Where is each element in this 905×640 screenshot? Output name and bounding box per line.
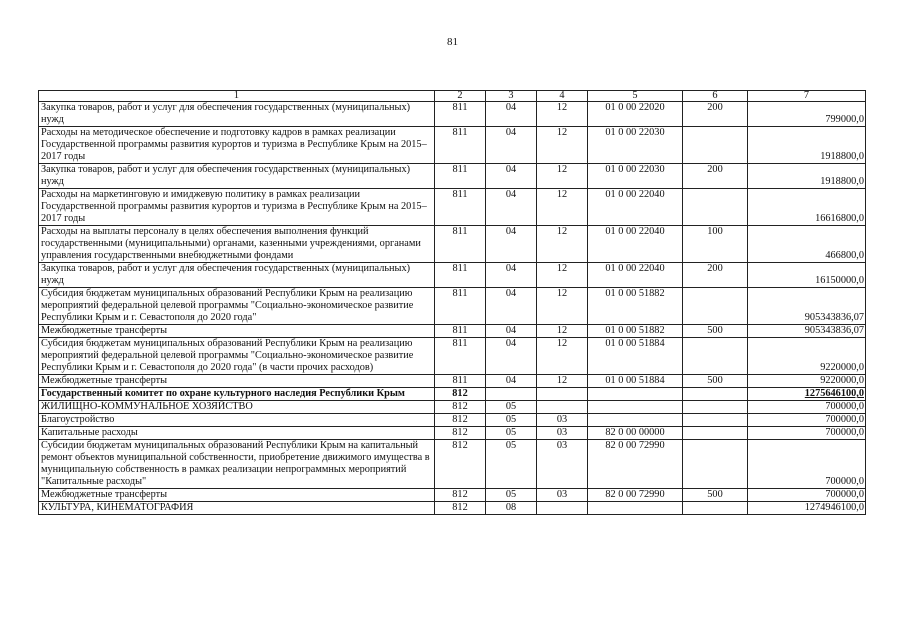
ministry-code-cell: 811 — [435, 325, 486, 338]
page-number: 81 — [447, 36, 458, 48]
subsection-code-cell — [537, 401, 588, 414]
amount-cell: 9220000,0 — [748, 338, 866, 375]
section-code-cell: 05 — [486, 440, 537, 489]
section-code-cell: 04 — [486, 164, 537, 189]
amount-cell: 1275646100,0 — [748, 388, 866, 401]
expense-name-cell: Межбюджетные трансферты — [39, 489, 435, 502]
subsection-code-cell: 12 — [537, 127, 588, 164]
ministry-code-cell: 811 — [435, 375, 486, 388]
table-row — [39, 489, 866, 502]
amount-cell: 1918800,0 — [748, 127, 866, 164]
subsection-code-cell: 12 — [537, 189, 588, 226]
amount-cell: 1274946100,0 — [748, 502, 866, 515]
expense-type-cell — [683, 502, 748, 515]
ministry-code-cell: 811 — [435, 338, 486, 375]
section-code-cell: 05 — [486, 427, 537, 440]
section-code-cell: 04 — [486, 102, 537, 127]
section-code-cell: 04 — [486, 288, 537, 325]
table-row — [39, 164, 866, 189]
table-row — [39, 502, 866, 515]
column-number: 7 — [748, 91, 866, 102]
target-article-cell: 01 0 00 22040 — [588, 263, 683, 288]
target-article-cell: 82 0 00 72990 — [588, 489, 683, 502]
budget-table — [38, 90, 866, 515]
subsection-code-cell: 12 — [537, 325, 588, 338]
expense-name-cell: Закупка товаров, работ и услуг для обеспечения государственных (муниципальных) нужд — [39, 102, 435, 127]
subsection-code-cell: 03 — [537, 489, 588, 502]
expense-type-cell — [683, 189, 748, 226]
ministry-code-cell: 811 — [435, 189, 486, 226]
ministry-code-cell: 811 — [435, 127, 486, 164]
ministry-code-cell: 812 — [435, 414, 486, 427]
ministry-code-cell: 812 — [435, 401, 486, 414]
target-article-cell — [588, 414, 683, 427]
target-article-cell: 01 0 00 51882 — [588, 325, 683, 338]
target-article-cell: 01 0 00 22020 — [588, 102, 683, 127]
table-row — [39, 189, 866, 226]
expense-type-cell — [683, 127, 748, 164]
ministry-code-cell: 812 — [435, 388, 486, 401]
expense-name-cell: Благоустройство — [39, 414, 435, 427]
amount-cell: 799000,0 — [748, 102, 866, 127]
subsection-code-cell: 03 — [537, 427, 588, 440]
ministry-code-cell: 812 — [435, 427, 486, 440]
section-code-cell — [486, 388, 537, 401]
target-article-cell — [588, 388, 683, 401]
table-row — [39, 375, 866, 388]
expense-name-cell: Закупка товаров, работ и услуг для обеспечения государственных (муниципальных) нужд — [39, 263, 435, 288]
table-row — [39, 263, 866, 288]
target-article-cell: 01 0 00 22040 — [588, 226, 683, 263]
section-code-cell: 08 — [486, 502, 537, 515]
subsection-code-cell: 12 — [537, 164, 588, 189]
table-row — [39, 338, 866, 375]
expense-name-cell: Расходы на методическое обеспечение и подготовку кадров в рамках реализации Государственной программы развития курортов и туризма в Республике Крым на 2015–2017 годы — [39, 127, 435, 164]
table-row — [39, 226, 866, 263]
amount-cell: 1918800,0 — [748, 164, 866, 189]
target-article-cell: 82 0 00 72990 — [588, 440, 683, 489]
target-article-cell: 01 0 00 51882 — [588, 288, 683, 325]
ministry-code-cell: 811 — [435, 102, 486, 127]
ministry-code-cell: 812 — [435, 489, 486, 502]
table-row — [39, 288, 866, 325]
section-code-cell: 04 — [486, 375, 537, 388]
expense-type-cell: 100 — [683, 226, 748, 263]
expense-type-cell — [683, 288, 748, 325]
subsection-code-cell: 12 — [537, 226, 588, 263]
expense-name-cell: Государственный комитет по охране культурного наследия Республики Крым — [39, 388, 435, 401]
expense-type-cell: 500 — [683, 325, 748, 338]
subsection-code-cell — [537, 388, 588, 401]
subsection-code-cell: 12 — [537, 102, 588, 127]
ministry-code-cell: 811 — [435, 226, 486, 263]
amount-cell: 905343836,07 — [748, 288, 866, 325]
expense-type-cell: 200 — [683, 102, 748, 127]
column-number: 2 — [435, 91, 486, 102]
section-code-cell: 04 — [486, 263, 537, 288]
target-article-cell: 82 0 00 00000 — [588, 427, 683, 440]
expense-type-cell: 200 — [683, 164, 748, 189]
amount-cell: 700000,0 — [748, 489, 866, 502]
amount-cell: 700000,0 — [748, 414, 866, 427]
subsection-code-cell: 12 — [537, 338, 588, 375]
expense-type-cell: 200 — [683, 263, 748, 288]
amount-cell: 700000,0 — [748, 427, 866, 440]
amount-cell: 466800,0 — [748, 226, 866, 263]
subsection-code-cell: 12 — [537, 375, 588, 388]
target-article-cell: 01 0 00 22030 — [588, 127, 683, 164]
section-code-cell: 05 — [486, 414, 537, 427]
subsection-code-cell: 03 — [537, 414, 588, 427]
expense-type-cell — [683, 388, 748, 401]
expense-name-cell: Расходы на выплаты персоналу в целях обеспечения выполнения функций государственными (муниципальными) органами, казенными учреждениями, органами управления государственными внебюджетными фондами — [39, 226, 435, 263]
amount-cell: 700000,0 — [748, 401, 866, 414]
expense-name-cell: Субсидия бюджетам муниципальных образований Республики Крым на реализацию мероприятий федеральной целевой программы "Социально-экономическое развитие Республики Крым и г. Севастополя до 2020 года" (в части прочих расходов) — [39, 338, 435, 375]
table-row — [39, 127, 866, 164]
table-row — [39, 102, 866, 127]
amount-cell: 16150000,0 — [748, 263, 866, 288]
subsection-code-cell: 03 — [537, 440, 588, 489]
target-article-cell — [588, 401, 683, 414]
expense-type-cell: 500 — [683, 375, 748, 388]
ministry-code-cell: 811 — [435, 288, 486, 325]
expense-name-cell: Капитальные расходы — [39, 427, 435, 440]
expense-type-cell — [683, 427, 748, 440]
expense-name-cell: Субсидия бюджетам муниципальных образований Республики Крым на реализацию мероприятий федеральной целевой программы "Социально-экономическое развитие Республики Крым и г. Севастополя до 2020 года" — [39, 288, 435, 325]
column-number: 5 — [588, 91, 683, 102]
column-number: 4 — [537, 91, 588, 102]
amount-cell: 9220000,0 — [748, 375, 866, 388]
ministry-code-cell: 812 — [435, 502, 486, 515]
target-article-cell: 01 0 00 22030 — [588, 164, 683, 189]
amount-cell: 700000,0 — [748, 440, 866, 489]
table-row — [39, 325, 866, 338]
subsection-code-cell: 12 — [537, 288, 588, 325]
expense-name-cell: Межбюджетные трансферты — [39, 375, 435, 388]
target-article-cell — [588, 502, 683, 515]
column-number: 1 — [39, 91, 435, 102]
amount-cell: 905343836,07 — [748, 325, 866, 338]
table-row — [39, 427, 866, 440]
column-number-row — [39, 91, 866, 102]
section-code-cell: 05 — [486, 489, 537, 502]
expense-name-cell: Расходы на маркетинговую и имиджевую политику в рамках реализации Государственной программы развития курортов и туризма в Республике Крым на 2015–2017 годы — [39, 189, 435, 226]
section-code-cell: 04 — [486, 189, 537, 226]
column-number: 6 — [683, 91, 748, 102]
table-body — [39, 91, 866, 515]
expense-type-cell — [683, 338, 748, 375]
table-row — [39, 414, 866, 427]
subsection-code-cell — [537, 502, 588, 515]
ministry-code-cell: 811 — [435, 164, 486, 189]
expense-type-cell — [683, 440, 748, 489]
section-code-cell: 04 — [486, 226, 537, 263]
expense-type-cell — [683, 414, 748, 427]
ministry-code-cell: 811 — [435, 263, 486, 288]
table-row — [39, 440, 866, 489]
subsection-code-cell: 12 — [537, 263, 588, 288]
expense-name-cell: КУЛЬТУРА, КИНЕМАТОГРАФИЯ — [39, 502, 435, 515]
ministry-code-cell: 812 — [435, 440, 486, 489]
column-number: 3 — [486, 91, 537, 102]
section-code-cell: 04 — [486, 127, 537, 164]
target-article-cell: 01 0 00 22040 — [588, 189, 683, 226]
table-row — [39, 388, 866, 401]
amount-cell: 16616800,0 — [748, 189, 866, 226]
expense-type-cell — [683, 401, 748, 414]
target-article-cell: 01 0 00 51884 — [588, 338, 683, 375]
target-article-cell: 01 0 00 51884 — [588, 375, 683, 388]
expense-name-cell: Субсидии бюджетам муниципальных образований Республики Крым на капитальный ремонт объектов муниципальной собственности, приобретение движимого имущества в муниципальную собственность в рамках реализации непрограммных мероприятий "Капитальные расходы" — [39, 440, 435, 489]
expense-name-cell: ЖИЛИЩНО-КОММУНАЛЬНОЕ ХОЗЯЙСТВО — [39, 401, 435, 414]
table-row — [39, 401, 866, 414]
expense-name-cell: Закупка товаров, работ и услуг для обеспечения государственных (муниципальных) нужд — [39, 164, 435, 189]
section-code-cell: 05 — [486, 401, 537, 414]
expense-name-cell: Межбюджетные трансферты — [39, 325, 435, 338]
expense-type-cell: 500 — [683, 489, 748, 502]
section-code-cell: 04 — [486, 338, 537, 375]
section-code-cell: 04 — [486, 325, 537, 338]
